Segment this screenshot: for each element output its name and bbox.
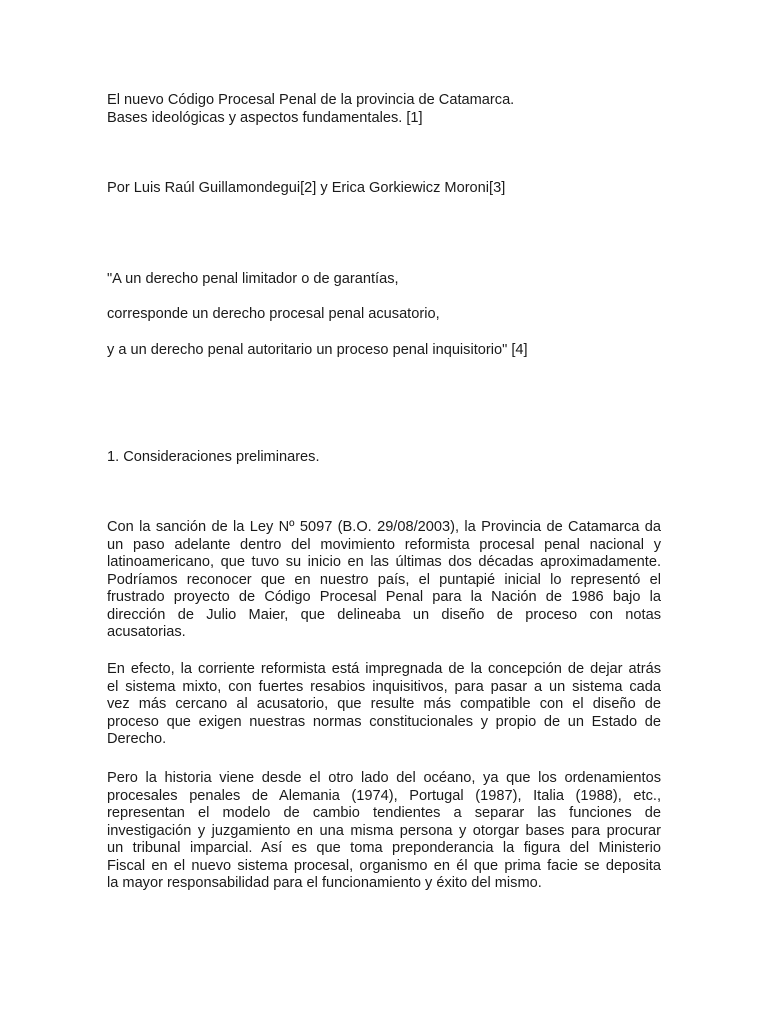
- paragraph-line: frustrado proyecto de Código Procesal Penal para la Nación de 1986 bajo la: [107, 589, 661, 605]
- paragraph-line: Pero la historia viene desde el otro lado del océano, ya que los ordenamientos: [107, 770, 661, 786]
- paragraph-line: un paso adelante dentro del movimiento reformista procesal penal nacional y: [107, 536, 661, 553]
- paragraph-line: un tribunal imparcial. Así es que toma preponderancia la figura del Ministerio: [107, 840, 661, 856]
- byline: [107, 180, 661, 198]
- section-heading: [107, 449, 661, 467]
- epigraph-line-1-block: [107, 271, 661, 289]
- epigraph-line-3-block: [107, 342, 661, 360]
- paragraph-3: [107, 770, 661, 893]
- paragraph-1: [107, 519, 661, 642]
- paragraph-line: procesales penales de Alemania (1974), Portugal (1987), Italia (1988), etc.,: [107, 787, 661, 804]
- paragraph-line: vez más cercano al acusatorio, que resulte más compatible con el diseño de: [107, 696, 661, 712]
- paragraph-line: Con la sanción de la Ley Nº 5097 (B.O. 29/08/2003), la Provincia de Catamarca da: [107, 519, 661, 535]
- epigraph-line-1: "A un derecho penal limitador o de garantías,: [107, 271, 399, 287]
- paragraph-line: Fiscal en el nuevo sistema procesal, organismo en él que prima facie se deposita: [107, 857, 661, 874]
- paragraph-line: dirección de Julio Maier, que delineaba un diseño de proceso con notas: [107, 606, 661, 623]
- paragraph-line: el sistema mixto, con fuertes resabios inquisitivos, para pasar a un sistema cada: [107, 678, 661, 695]
- paragraph-line: En efecto, la corriente reformista está impregnada de la concepción de dejar atrás: [107, 661, 661, 677]
- paragraph-line: la mayor responsabilidad para el funcionamiento y éxito del mismo.: [107, 875, 542, 891]
- epigraph-line-2-block: [107, 306, 661, 324]
- paragraph-2: [107, 661, 661, 749]
- paragraph-line: latinoamericano, que tuvo su inicio en las últimas dos décadas aproximadamente.: [107, 554, 661, 570]
- paragraph-line: representan el modelo de cambio tendientes a separar las funciones de: [107, 805, 661, 821]
- paragraph-line: investigación y juzgamiento en una misma persona y otorgar bases para procurar: [107, 822, 661, 839]
- title-line-2: Bases ideológicas y aspectos fundamentales. [1]: [107, 109, 423, 126]
- epigraph-line-2: corresponde un derecho procesal penal acusatorio,: [107, 306, 440, 322]
- section-heading-text: 1. Consideraciones preliminares.: [107, 449, 320, 465]
- title-line-1: El nuevo Código Procesal Penal de la provincia de Catamarca.: [107, 92, 515, 108]
- byline-text: Por Luis Raúl Guillamondegui[2] y Erica Gorkiewicz Moroni[3]: [107, 180, 506, 196]
- paragraph-line: Podríamos reconocer que en nuestro país, el puntapié inicial lo representó el: [107, 571, 661, 588]
- epigraph-line-3: y a un derecho penal autoritario un proceso penal inquisitorio" [4]: [107, 342, 528, 358]
- document-title: [107, 92, 661, 127]
- paragraph-line: proceso que exigen nuestras normas constitucionales y propio de un Estado de: [107, 713, 661, 730]
- paragraph-line: Derecho.: [107, 731, 167, 747]
- paragraph-line: acusatorias.: [107, 624, 186, 640]
